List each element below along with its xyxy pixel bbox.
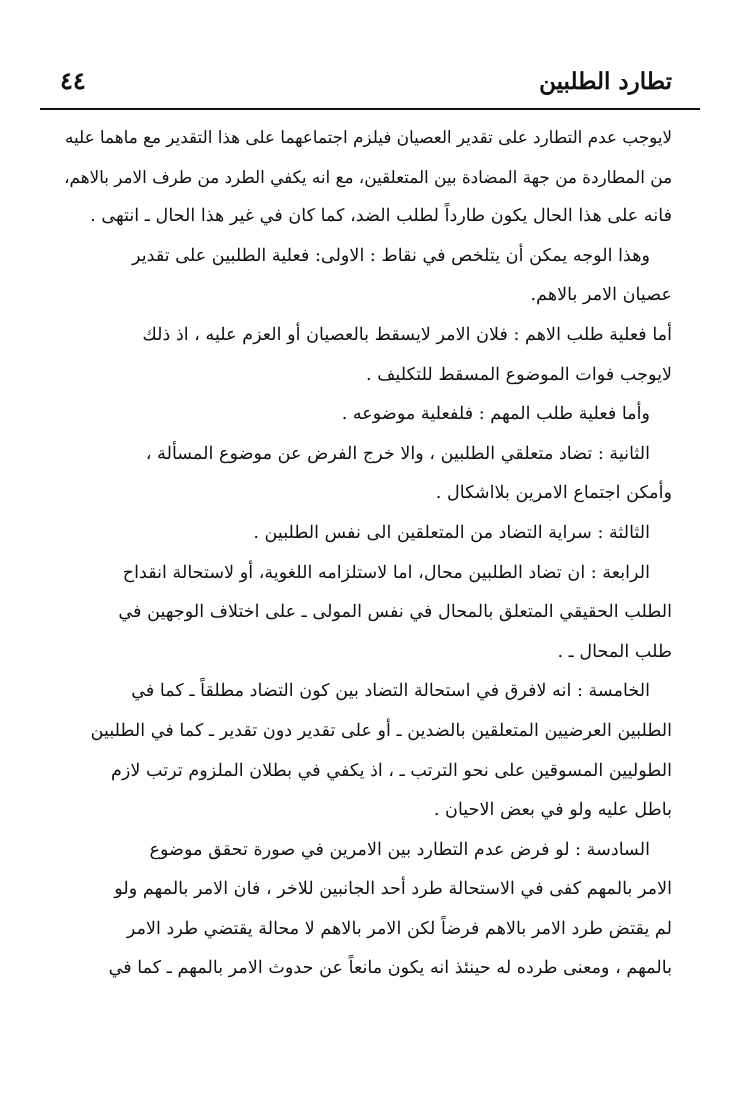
text-line: الثالثة : سراية التضاد من المتعلقين الى نفس الطلبين . [253,522,650,543]
text-line: من المطاردة من جهة المضادة بين المتعلقين، مع انه يكفي الطرد من طرف الامر بالاهم، [64,166,672,187]
text-line: لم يقتض طرد الامر بالاهم فرضاً لكن الامر بالاهم لا محالة يقتضي طرد الامر [126,918,672,939]
text-line: الخامسة : انه لافرق في استحالة التضاد بين كون التضاد مطلقاً ـ كما في [131,681,650,702]
text-line: الامر بالمهم كفى في الاستحالة طرد أحد الجانبين للاخر ، فان الامر بالمهم ولو [114,879,672,900]
text-line: باطل عليه ولو في بعض الاحيان . [433,800,672,821]
text-line: وهذا الوجه يمكن أن يتلخص في نقاط : الاولى: فعلية الطلبين على تقدير [132,245,650,266]
text-line: وأما فعلية طلب المهم : فلفعلية موضوعه . [341,404,650,425]
text-line: الطوليين المسوقين على نحو الترتب ـ ، اذ يكفي في بطلان الملزوم ترتب لازم [110,760,672,781]
header-rule [40,108,700,110]
page-header [60,62,672,102]
text-line: أما فعلية طلب الاهم : فلان الامر لايسقط بالعصيان أو العزم عليه ، اذ ذلك [142,324,672,345]
text-line: عصيان الامر بالاهم. [530,285,672,306]
text-line: الطلبين العرضيين المتعلقين بالضدين ـ أو على تقدير دون تقدير ـ كما في الطلبين [90,720,672,741]
text-line: لايوجب فوات الموضوع المسقط للتكليف . [366,364,672,385]
text-line: الرابعة : ان تضاد الطلبين محال، اما لاستلزامه اللغوية، أو لاستحالة انقداح [122,562,650,583]
running-title: تطارد الطلبين [539,68,672,95]
page-number: ٤٤ [60,66,86,95]
text-line: بالمهم ، ومعنى طرده له حينئذ انه يكون مانعاً عن حدوث الامر بالمهم ـ كما في [108,958,672,979]
text-line: فانه على هذا الحال يكون طارداً لطلب الضد، كما كان في غير هذا الحال ـ انتهى . [90,206,672,227]
text-line: الثانية : تضاد متعلقي الطلبين ، والا خرج الفرض عن موضوع المسألة ، [145,443,650,464]
text-line: السادسة : لو فرض عدم التطارد بين الامرين في صورة تحقق موضوع [149,839,650,860]
body-text [62,118,672,989]
text-line: طلب المحال ـ . [557,641,672,662]
text-line: وأمكن اجتماع الامرين بلااشكال . [435,483,672,504]
text-line: لايوجب عدم التطارد على تقدير العصيان فيلزم اجتماعهما على هذا التقدير مع ماهما عليه [64,127,672,147]
text-line: الطلب الحقيقي المتعلق بالمحال في نفس المولى ـ على اختلاف الوجهين في [118,602,672,623]
